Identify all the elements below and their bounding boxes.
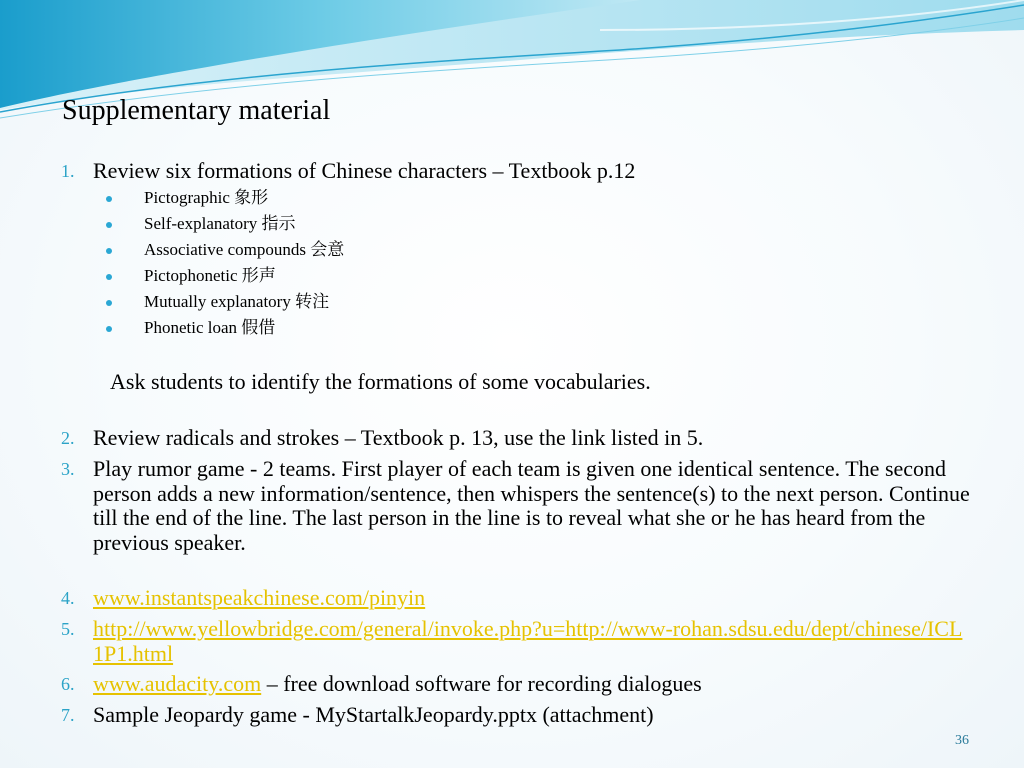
sub-item-text: Self-explanatory 指示 (144, 214, 296, 233)
list-number: 3. (61, 459, 75, 479)
list-item-text: Play rumor game - 2 teams. First player of each team is given one identical sentence. The second person adds a new information/sentence, then whispers the sentence(s) to the next person. Continue till the end of the line. The last person in the line is to reveal what she or he has heard from the previous speaker. (93, 456, 970, 555)
bullet-icon (106, 222, 112, 228)
bullet-icon (106, 274, 112, 280)
list-item-text: – free download software for recording dialogues (261, 671, 702, 696)
bullet-icon (106, 248, 112, 254)
list-number: 4. (61, 588, 75, 608)
list-number: 5. (61, 619, 75, 639)
list-item-text: Review radicals and strokes – Textbook p. 13, use the link listed in 5. (93, 425, 704, 450)
audacity-link[interactable]: www.audacity.com (93, 671, 262, 696)
list-item-1 (61, 158, 973, 184)
list-item-text: Review six formations of Chinese characters – Textbook p.12 (93, 158, 636, 183)
list-item-text: Sample Jeopardy game - MyStartalkJeopardy.pptx (attachment) (93, 702, 654, 727)
sub-list-item (144, 187, 268, 209)
sub-list-item (144, 239, 344, 261)
list-item-5 (61, 616, 973, 666)
page-number: 36 (955, 733, 969, 748)
sub-item-text: Associative compounds 会意 (144, 240, 345, 259)
sub-item-text: Phonetic loan 假借 (144, 318, 276, 337)
list-number: 2. (61, 428, 75, 448)
sub-item-text: Mutually explanatory 转注 (144, 292, 330, 311)
slide-title: Supplementary material (62, 95, 331, 126)
list-item-3 (61, 456, 973, 555)
sub-item-text: Pictographic 象形 (144, 188, 269, 207)
list-item-6 (61, 671, 973, 697)
list-number: 1. (61, 161, 75, 181)
list-item-7 (61, 702, 973, 728)
list-number: 6. (61, 674, 75, 694)
instruction-note: Ask students to identify the formations of some vocabularies. (110, 369, 651, 394)
bullet-icon (106, 196, 112, 202)
bullet-icon (106, 300, 112, 306)
sub-item-text: Pictophonetic 形声 (144, 266, 276, 285)
sub-list-item (144, 317, 275, 339)
sub-list-item (144, 213, 296, 235)
sub-list-item (144, 265, 276, 287)
yellowbridge-link[interactable]: http://www.yellowbridge.com/general/invoke.php?u=http://www-rohan.sdsu.edu/dept/chinese/ICL1P1.html (93, 616, 963, 666)
bullet-icon (106, 326, 112, 332)
pinyin-link[interactable]: www.instantspeakchinese.com/pinyin (93, 585, 426, 610)
list-number: 7. (61, 705, 75, 725)
list-item-4 (61, 585, 973, 611)
list-item-2 (61, 425, 973, 451)
sub-list-item (144, 291, 329, 313)
